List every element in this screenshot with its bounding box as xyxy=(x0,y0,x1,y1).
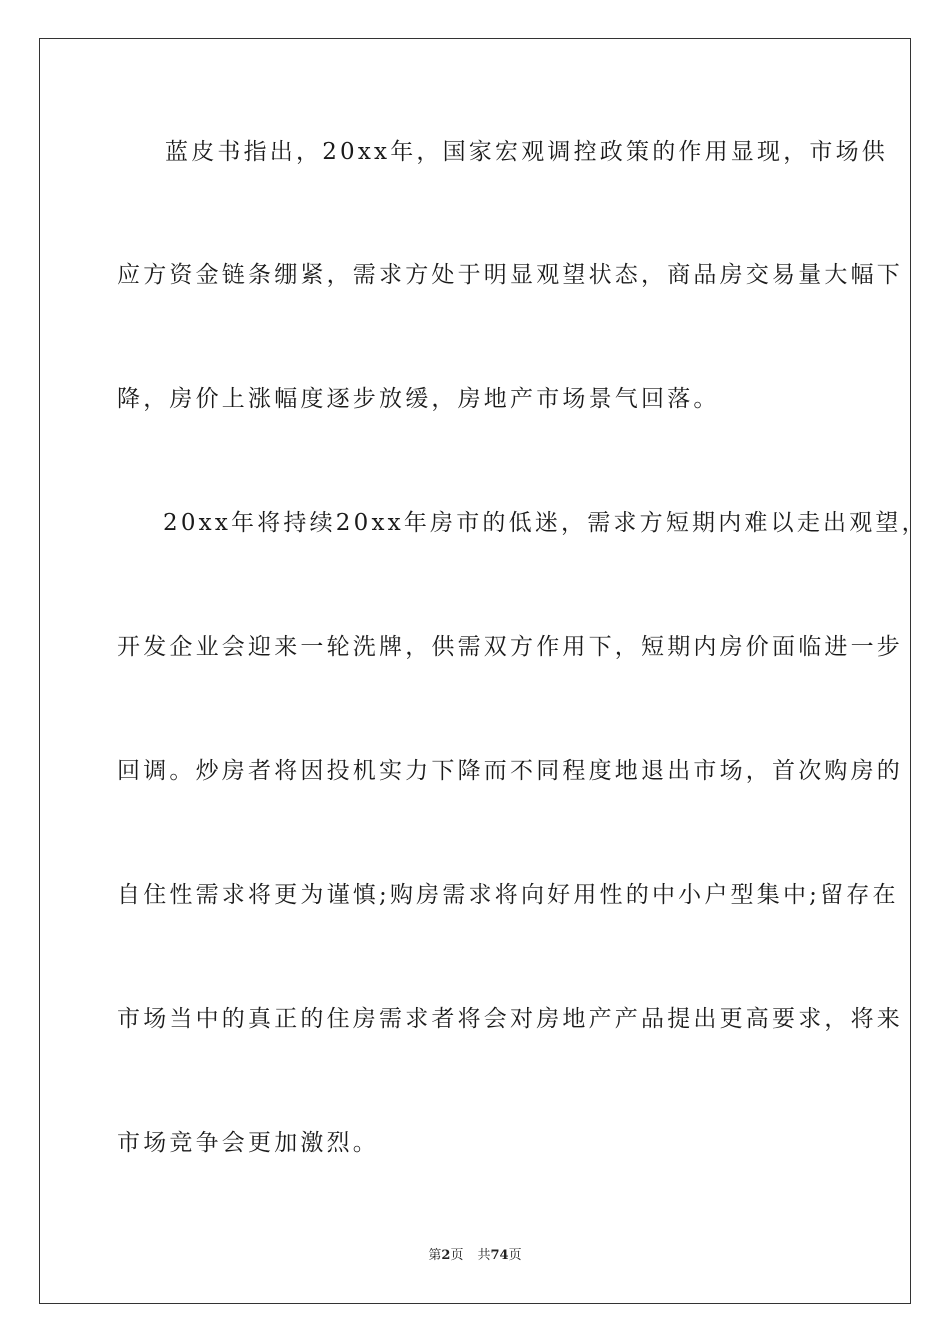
page-number: 2 xyxy=(441,1248,451,1263)
paragraph-2-line-2: 开发企业会迎来一轮洗牌，供需双方作用下，短期内房价面临进一步 xyxy=(117,634,903,660)
paragraph-2-line-4: 自住性需求将更为谨慎;购房需求将向好用性的中小户型集中;留存在 xyxy=(117,882,899,908)
total-prefix: 共 xyxy=(477,1248,491,1263)
paragraph-2-line-3: 回调。炒房者将因投机实力下降而不同程度地退出市场，首次购房的 xyxy=(117,758,903,784)
paragraph-2-line-1: 20xx年将持续20xx年房市的低迷，需求方短期内难以走出观望， xyxy=(163,510,928,536)
total-suffix: 页 xyxy=(508,1248,522,1263)
page-prefix: 第 xyxy=(428,1248,442,1263)
total-pages: 74 xyxy=(490,1248,509,1263)
paragraph-1-line-1: 蓝皮书指出，20xx年，国家宏观调控政策的作用显现，市场供 xyxy=(165,139,889,165)
page-footer xyxy=(0,1247,950,1265)
paragraph-2-line-6: 市场竞争会更加激烈。 xyxy=(117,1130,379,1156)
paragraph-1-line-2: 应方资金链条绷紧，需求方处于明显观望状态，商品房交易量大幅下 xyxy=(117,262,903,288)
paragraph-1-line-3: 降，房价上涨幅度逐步放缓，房地产市场景气回落。 xyxy=(117,386,720,412)
page-border xyxy=(39,38,928,1304)
paragraph-2-line-5: 市场当中的真正的住房需求者将会对房地产产品提出更高要求，将来 xyxy=(117,1006,903,1032)
page-suffix: 页 xyxy=(450,1248,464,1263)
